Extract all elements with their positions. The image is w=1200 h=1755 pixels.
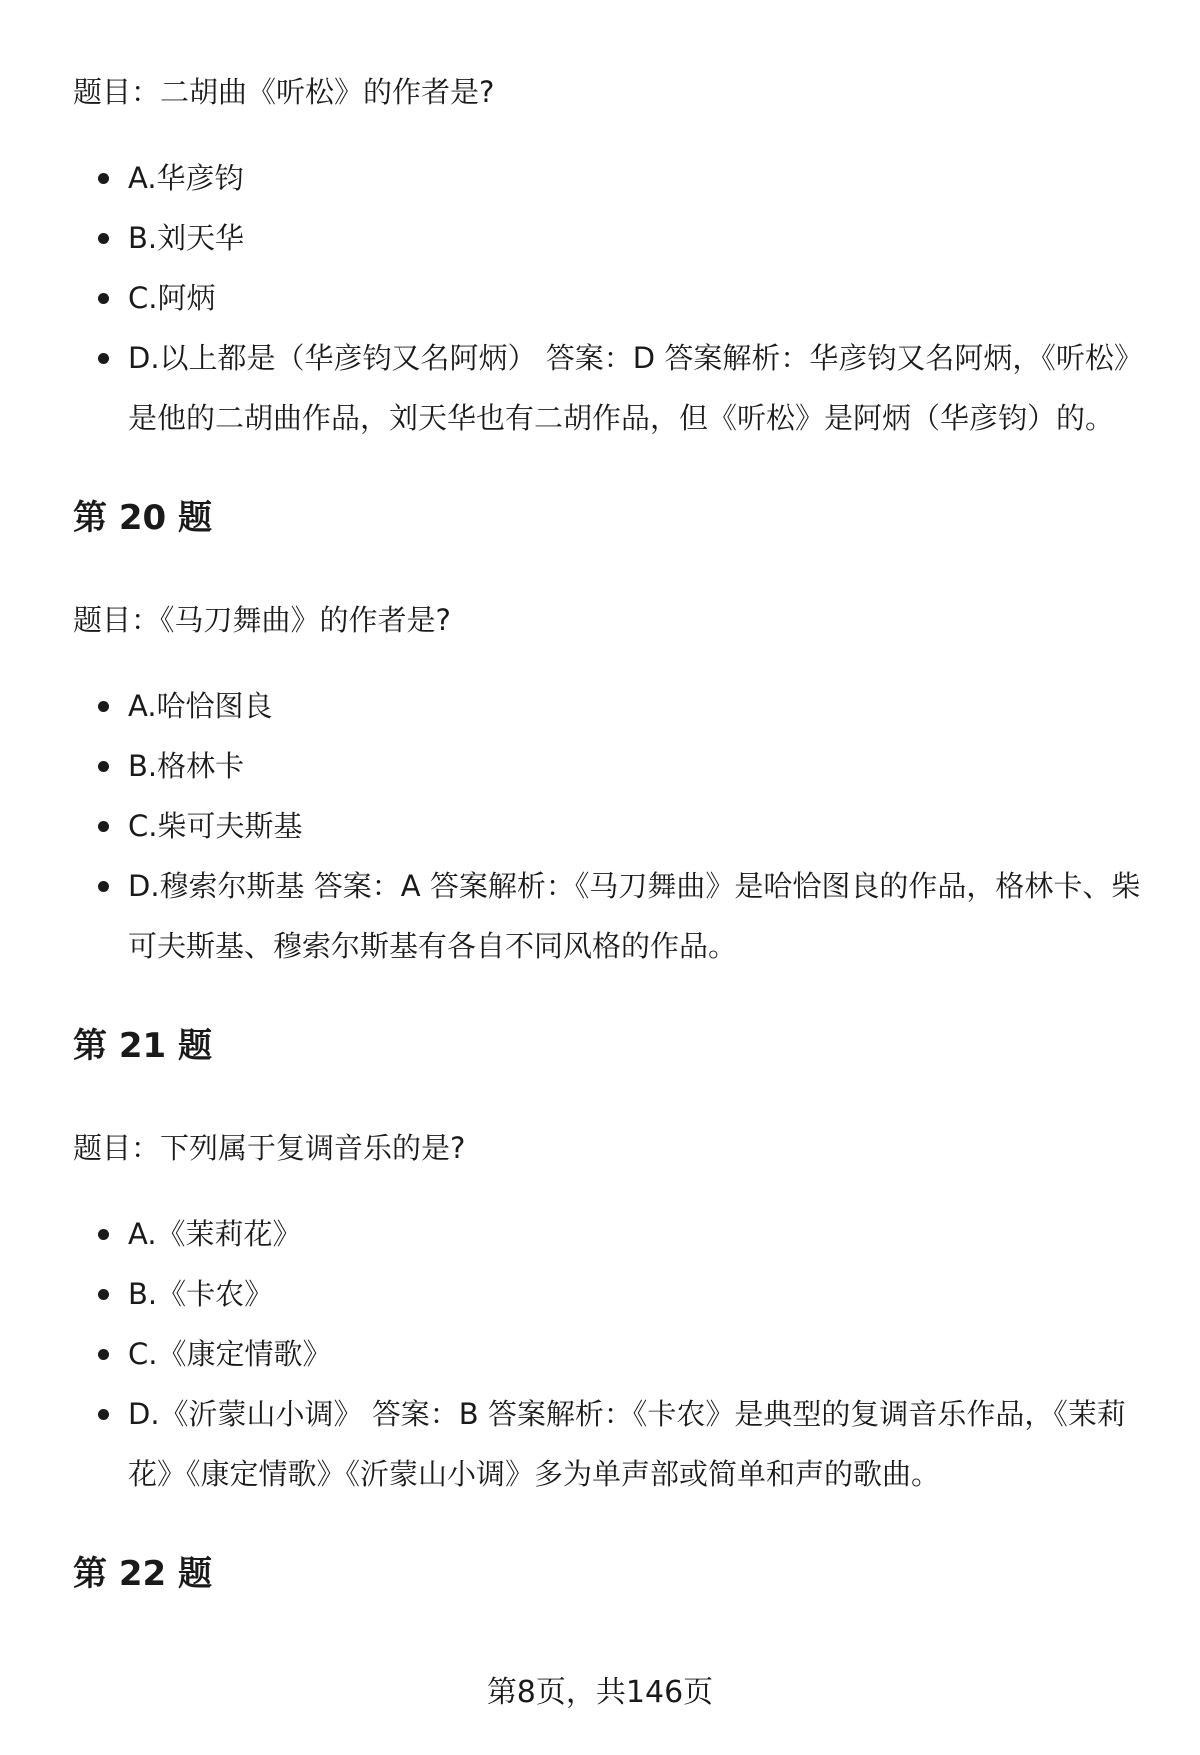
- options-list: [73, 148, 1148, 448]
- question-heading: 第 22 题: [73, 1554, 212, 1594]
- option-a: A.哈恰图良: [73, 676, 1148, 736]
- option-d-with-answer: D.《沂蒙山小调》 答案：B 答案解析：《卡农》是典型的复调音乐作品，《茉莉花》《康定情歌》《沂蒙山小调》多为单声部或简单和声的歌曲。: [73, 1384, 1148, 1504]
- question-heading: 第 20 题: [73, 498, 212, 538]
- options-list: [73, 1204, 1148, 1504]
- page-footer: 第8页，共146页: [486, 1675, 714, 1710]
- question-text: 题目：《马刀舞曲》的作者是?: [73, 603, 451, 637]
- page-content: [73, 62, 1148, 1646]
- question-19: [73, 62, 1148, 448]
- option-d-with-answer: D.穆索尔斯基 答案：A 答案解析：《马刀舞曲》是哈恰图良的作品，格林卡、柴可夫斯基、穆索尔斯基有各自不同风格的作品。: [73, 856, 1148, 976]
- option-b: B.《卡农》: [73, 1264, 1148, 1324]
- question-text: 题目：二胡曲《听松》的作者是?: [73, 75, 495, 109]
- question-20: [73, 488, 1148, 976]
- options-list: [73, 676, 1148, 976]
- option-a: A.华彦钧: [73, 148, 1148, 208]
- option-b: B.刘天华: [73, 208, 1148, 268]
- option-b: B.格林卡: [73, 736, 1148, 796]
- question-21: [73, 1016, 1148, 1504]
- option-c: C.柴可夫斯基: [73, 796, 1148, 856]
- question-22: [73, 1544, 1148, 1604]
- option-a: A.《茉莉花》: [73, 1204, 1148, 1264]
- question-text: 题目：下列属于复调音乐的是?: [73, 1131, 466, 1165]
- option-c: C.《康定情歌》: [73, 1324, 1148, 1384]
- option-d-with-answer: D.以上都是（华彦钧又名阿炳） 答案：D 答案解析：华彦钧又名阿炳，《听松》是他的二胡曲作品，刘天华也有二胡作品，但《听松》是阿炳（华彦钧）的。: [73, 328, 1148, 448]
- option-c: C.阿炳: [73, 268, 1148, 328]
- question-heading: 第 21 题: [73, 1026, 212, 1066]
